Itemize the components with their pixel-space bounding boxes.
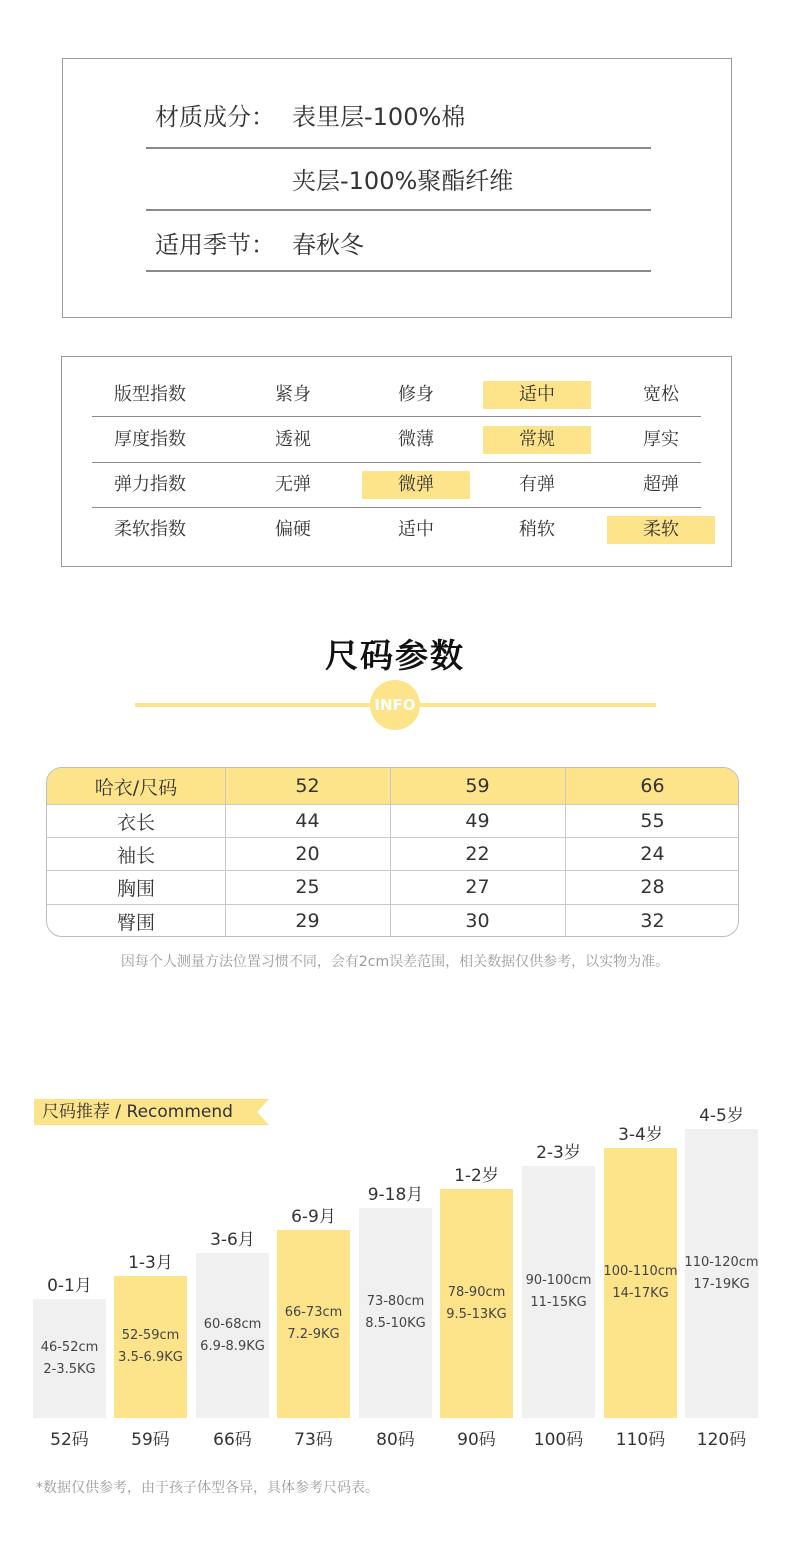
bar-size-label: 52码 — [50, 1430, 89, 1450]
table-cell: 28 — [640, 876, 665, 898]
index-option: 厚实 — [643, 429, 679, 450]
season-label: 适用季节： — [155, 231, 275, 259]
bar-weight-range: 7.2-9KG — [287, 1327, 340, 1342]
bar-weight-range: 2-3.5KG — [43, 1361, 96, 1377]
index-option: 微薄 — [398, 429, 434, 450]
index-option-selected: 适中 — [483, 381, 591, 409]
index-option-selected: 柔软 — [607, 516, 715, 544]
material-value-inner: 夹层-100%聚酯纤维 — [292, 167, 514, 195]
table-cell: 30 — [465, 910, 490, 932]
table-row — [47, 837, 739, 871]
index-option: 宽松 — [643, 384, 679, 405]
divider — [146, 209, 651, 211]
table-rule — [565, 768, 566, 937]
bar-weight-range: 14-17KG — [612, 1286, 669, 1301]
table-cell: 24 — [640, 843, 665, 865]
bar-height-range: 110-120cm — [684, 1254, 759, 1270]
divider — [146, 270, 651, 272]
bar-size-label: 90码 — [457, 1430, 496, 1450]
row-label: 臀围 — [116, 911, 155, 934]
bar-weight-range: 17-19KG — [693, 1276, 750, 1292]
bar-height-range: 66-73cm — [284, 1305, 343, 1320]
table-row — [47, 870, 739, 904]
header-cell: 52 — [295, 775, 320, 797]
table-cell: 44 — [295, 810, 320, 832]
index-label: 版型指数 — [114, 384, 186, 405]
index-label: 厚度指数 — [114, 429, 186, 450]
bar-size-label: 100码 — [533, 1430, 584, 1450]
recommend-tag-label: 尺码推荐 / Recommend — [42, 1102, 233, 1122]
header-cell: 哈衣/尺码 — [94, 776, 178, 799]
table-cell: 27 — [465, 876, 490, 898]
index-option: 偏硬 — [275, 519, 311, 540]
row-label: 袖长 — [116, 844, 155, 867]
table-cell: 29 — [295, 910, 320, 932]
table-cell: 49 — [465, 810, 490, 832]
table-row — [47, 804, 739, 838]
index-label: 柔软指数 — [114, 519, 186, 540]
index-option-selected: 微弹 — [362, 471, 470, 499]
bar-weight-range: 11-15KG — [530, 1295, 587, 1310]
header-cell: 66 — [640, 775, 665, 797]
table-rule — [47, 837, 739, 838]
material-label: 材质成分： — [155, 103, 275, 131]
material-value-outer: 表里层-100%棉 — [292, 103, 466, 131]
bar-size-label: 66码 — [213, 1430, 252, 1450]
index-option: 稍软 — [519, 519, 555, 540]
index-option: 适中 — [398, 519, 434, 540]
bar-age-label: 9-18月 — [367, 1185, 424, 1205]
divider — [92, 462, 701, 463]
season-value: 春秋冬 — [292, 231, 364, 259]
bar-age-label: 2-3岁 — [536, 1143, 581, 1163]
divider — [146, 147, 651, 149]
bar-weight-range: 9.5-13KG — [446, 1306, 507, 1322]
bar-age-label: 3-6月 — [210, 1230, 255, 1250]
bar-height-range: 46-52cm — [40, 1339, 99, 1355]
table-header-row — [47, 768, 739, 804]
row-label: 胸围 — [116, 877, 155, 900]
table-rule — [47, 804, 739, 805]
bar-age-label: 0-1月 — [47, 1276, 92, 1296]
table-cell: 20 — [295, 843, 320, 865]
bar-height-range: 78-90cm — [447, 1284, 506, 1300]
table-rule — [47, 904, 739, 905]
recommend-note: *数据仅供参考，由于孩子体型各异，具体参考尺码表。 — [36, 1480, 379, 1496]
bar-age-label: 1-2岁 — [454, 1166, 499, 1186]
bar-height-range: 60-68cm — [203, 1316, 262, 1332]
table-cell: 22 — [465, 843, 490, 865]
divider — [92, 416, 701, 417]
header-cell: 59 — [465, 775, 490, 797]
size-table — [46, 767, 739, 937]
size-title: 尺码参数 — [325, 636, 465, 675]
bar-height-range: 73-80cm — [366, 1294, 425, 1309]
table-cell: 32 — [640, 910, 665, 932]
table-cell: 55 — [640, 810, 665, 832]
bar-height-range: 52-59cm — [121, 1328, 180, 1343]
bar-age-label: 3-4岁 — [618, 1125, 663, 1145]
index-option: 有弹 — [519, 474, 555, 495]
index-option: 无弹 — [275, 474, 311, 495]
bar-age-label: 4-5岁 — [699, 1106, 744, 1126]
index-option-selected: 常规 — [483, 426, 591, 454]
bar-size-label: 120码 — [696, 1430, 747, 1450]
info-badge: INFO — [370, 680, 420, 730]
index-option: 紧身 — [275, 384, 311, 405]
bar-size-label: 59码 — [131, 1430, 170, 1450]
bar-weight-range: 8.5-10KG — [365, 1316, 426, 1331]
bar-size-label: 110码 — [615, 1430, 666, 1450]
table-rule — [390, 768, 391, 937]
table-note: 因每个人测量方法位置习惯不同，会有2cm误差范围，相关数据仅供参考，以实物为准。 — [120, 954, 670, 970]
index-option: 超弹 — [643, 474, 679, 495]
index-option: 透视 — [275, 429, 311, 450]
bar-height-range: 100-110cm — [603, 1264, 678, 1279]
bar-size-label: 73码 — [294, 1430, 333, 1450]
table-cell: 25 — [295, 876, 320, 898]
index-label: 弹力指数 — [114, 474, 186, 495]
bar-age-label: 1-3月 — [128, 1253, 173, 1273]
bar-weight-range: 3.5-6.9KG — [118, 1350, 183, 1365]
table-rule — [47, 870, 739, 871]
row-label: 衣长 — [116, 811, 155, 834]
table-row — [47, 904, 739, 937]
bar-age-label: 6-9月 — [291, 1207, 336, 1227]
index-option: 修身 — [398, 384, 434, 405]
bar-height-range: 90-100cm — [525, 1273, 592, 1288]
bar-size-label: 80码 — [376, 1430, 415, 1450]
table-rule — [225, 768, 226, 937]
divider — [92, 507, 701, 508]
bar-weight-range: 6.9-8.9KG — [200, 1338, 265, 1354]
